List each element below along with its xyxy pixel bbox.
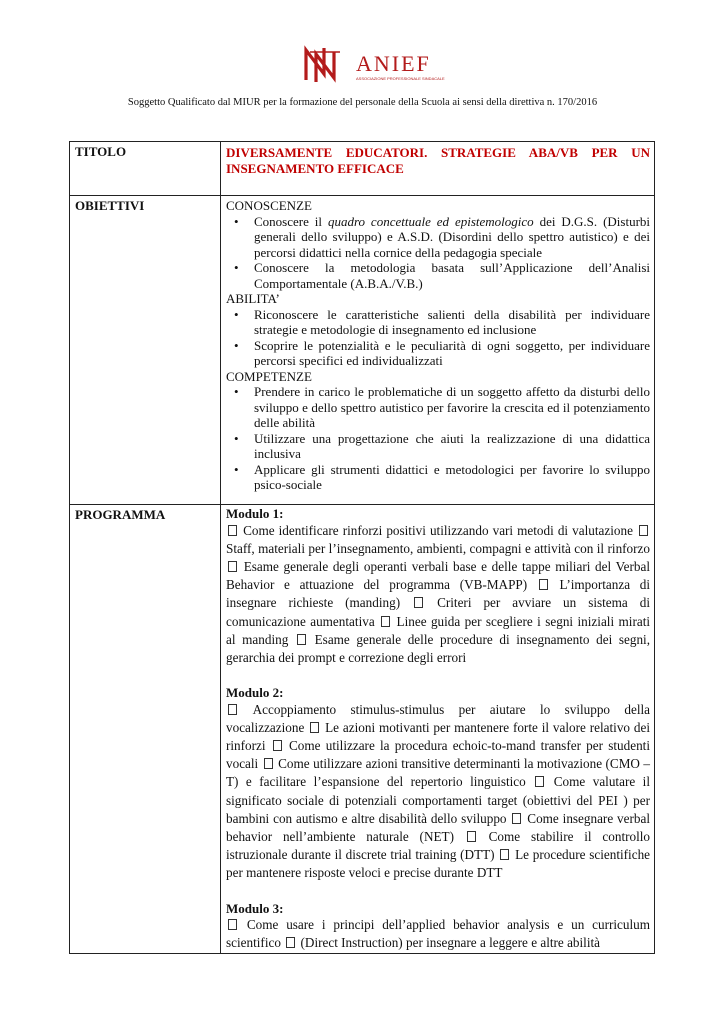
modulo-2-body <box>226 701 650 883</box>
bullet-square-icon <box>467 831 476 842</box>
list-item <box>254 214 650 261</box>
module-item: Come utilizzare la procedura echoic-to-mand transfer per studenti vocali <box>226 738 651 772</box>
course-title: DIVERSAMENTE EDUCATORI. STRATEGIE ABA/VB PER UN INSEGNAMENTO EFFICACE <box>226 145 650 176</box>
list-item: • Utilizzare una progettazione che aiuti la realizzazione di una didattica inclusiva <box>254 431 650 462</box>
abilita-heading: ABILITA’ <box>226 291 280 306</box>
bullet-square-icon <box>273 740 282 751</box>
competenze-heading: COMPETENZE <box>226 368 312 384</box>
anief-logo <box>300 44 450 88</box>
logo-wordmark: ANIEF <box>356 51 431 76</box>
bullet-square-icon <box>539 579 548 590</box>
bullet-square-icon <box>310 722 319 733</box>
text-fragment: Conoscere il <box>254 213 328 229</box>
bullet-square-icon <box>297 634 306 645</box>
list-item: • Riconoscere le caratteristiche salienti della disabilità per individuare strategie e metodologie di insegnamento ed inclusione <box>254 307 650 338</box>
bullet-square-icon <box>228 704 237 715</box>
anief-logo-graphic <box>300 44 450 88</box>
bullet-square-icon <box>535 776 544 787</box>
bullet-square-icon <box>228 525 237 536</box>
obiettivi-cell <box>221 196 655 505</box>
module-item: Come insegnare verbal behavior nell’ambiente naturale (NET) <box>226 810 650 845</box>
module-item: Le procedure scientifiche per mantenere risposte veloci e precise durante DTT <box>226 847 651 881</box>
programma-cell <box>221 505 655 954</box>
module-item: Staff, materiali per l’insegnamento, ambienti, compagni e attività con il rinforzo <box>226 540 650 556</box>
list-item: • Scoprire le potenzialità e le peculiarità di ogni soggetto, per individuare percorsi specifici ed individualizzati <box>254 338 650 369</box>
list-item: • Applicare gli strumenti didattici e metodologici per favorire lo sviluppo psico-sociale <box>254 462 650 493</box>
obiettivi-label: OBIETTIVI <box>70 196 221 505</box>
modulo-3-title: Modulo 3: <box>226 900 284 916</box>
bullet-square-icon <box>228 561 237 572</box>
module-item: Come usare i principi dell’applied behavior analysis e un curriculum scientifico <box>226 917 651 951</box>
module-item: Criteri per avviare un sistema di comunicazione aumentativa <box>226 595 651 629</box>
module-item: Come utilizzare azioni transitive determinanti la motivazione (CMO – T) e facilitare l’espansione del repertorio linguistico <box>226 756 650 790</box>
competenze-list <box>226 384 650 493</box>
modulo-3-body <box>226 916 650 952</box>
module-item: Esame generale degli operanti verbali base e delle tappe miliari del Verbal Behavior e attuazione del programma (VB-MAPP) <box>226 558 651 593</box>
conoscenze-list <box>226 214 650 292</box>
programma-label: PROGRAMMA <box>70 505 221 954</box>
bullet-square-icon <box>381 616 390 627</box>
list-item: • Prendere in carico le problematiche di un soggetto affetto da disturbi dello sviluppo e dello spettro autistico per favorire la crescita ed il potenziamento delle abilità <box>254 384 650 431</box>
bullet-square-icon <box>264 758 273 769</box>
module-item: Come valutare il significato sociale di potenziali comportamenti target (obiettivi del PEI ) per bambini con autismo e altre disabilità dello sviluppo <box>226 774 650 826</box>
row-titolo <box>70 142 655 196</box>
bullet-square-icon <box>414 597 423 608</box>
bullet-square-icon <box>512 813 521 824</box>
row-obiettivi <box>70 196 655 505</box>
page-subtitle: Soggetto Qualificato dal MIUR per la formazione del personale della Scuola ai sensi della direttiva n. 170/2016 <box>127 97 598 108</box>
modulo-1-body <box>226 522 650 668</box>
titolo-label: TITOLO <box>70 142 221 196</box>
module-item: Come stabilire il controllo istruzionale durante il discrete trial training (DTT) <box>226 829 651 863</box>
module-item: (Direct Instruction) per insegnare a leggere e altre abilità <box>300 935 601 951</box>
bullet-square-icon <box>639 525 648 536</box>
titolo-cell <box>221 142 655 196</box>
module-item: Come identificare rinforzi positivi utilizzando vari metodi di valutazione <box>243 522 633 538</box>
modulo-1-title: Modulo 1: <box>226 506 284 521</box>
bullet-square-icon <box>286 937 295 948</box>
module-item: Accoppiamento stimulus-stimulus per aiutare lo sviluppo della vocalizzazione <box>226 701 650 735</box>
module-item: Esame generale delle procedure di insegnamento dei segni, gerarchia dei prompt e correzione degli errori <box>226 631 651 665</box>
bullet-square-icon <box>228 919 237 930</box>
module-item: L’importanza di insegnare richieste (manding) <box>226 577 650 611</box>
modulo-2-title: Modulo 2: <box>226 685 284 701</box>
bullet-square-icon <box>500 849 509 860</box>
conoscenze-heading: CONOSCENZE <box>226 198 312 213</box>
emphasis-text: quadro concettuale ed epistemologico <box>327 213 534 229</box>
logo-tagline: ASSOCIAZIONE PROFESSIONALE SINDACALE <box>356 76 445 81</box>
module-item: Le azioni motivanti per mantenere forte il valore relativo dei rinforzi <box>226 719 651 754</box>
list-item: • Conoscere la metodologia basata sull’Applicazione dell’Analisi Comportamentale (A.B.A./V.B.) <box>254 260 650 291</box>
row-programma <box>70 505 655 954</box>
abilita-list <box>226 307 650 369</box>
course-table <box>69 141 655 954</box>
text-fragment: dei D.G.S. (Disturbi generali dello sviluppo) e A.S.D. (Disordini dello spettro autistico) e dei percorsi didattici nella cornice della pedagogia speciale <box>254 213 651 260</box>
module-item: Linee guida per scegliere i segni iniziali mirati al manding <box>226 613 651 647</box>
